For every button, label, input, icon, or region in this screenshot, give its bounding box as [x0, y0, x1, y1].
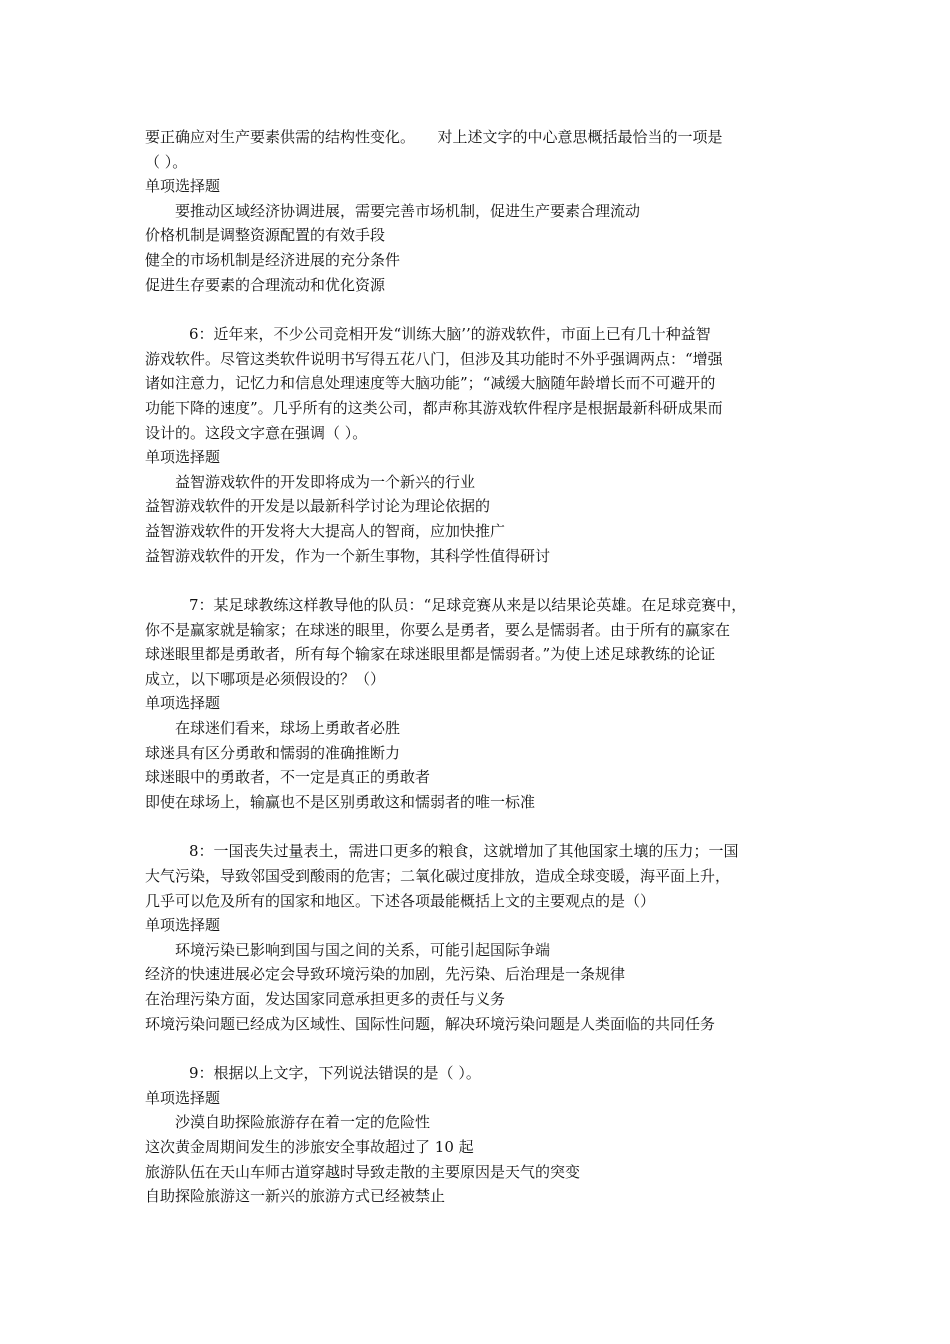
option-b: 经济的快速进展必定会导致环境污染的加剧，先污染、后治理是一条规律 — [145, 965, 626, 984]
question-9 — [145, 1061, 815, 1209]
question-7 — [145, 593, 815, 814]
question-text-line: 你不是赢家就是输家；在球迷的眼里，你要么是勇者，要么是懦弱者。由于所有的赢家在 — [145, 620, 731, 639]
question-type-label: 单项选择题 — [145, 1088, 221, 1107]
question-text-line: 球迷眼里都是勇敢者，所有每个输家在球迷眼里都是懦弱者。”为使上述足球教练的论证 — [145, 645, 716, 664]
question-text-line: 7：某足球教练这样教导他的队员：“足球竞赛从来是以结果论英雄。在足球竞赛中， — [189, 596, 747, 615]
question-8 — [145, 839, 815, 1036]
question-text-line: 游戏软件。尽管这类软件说明书写得五花八门，但涉及其功能时不外乎强调两点：“增强 — [145, 349, 723, 368]
question-text-line: 9：根据以上文字，下列说法错误的是（ ）。 — [189, 1064, 481, 1083]
intro-text-line: 要正确应对生产要素供需的结构性变化。 对上述文字的中心意思概括最恰当的一项是 — [145, 128, 723, 146]
question-text-line: 诸如注意力，记忆力和信息处理速度等大脑功能”；“减缓大脑随年龄增长而不可避开的 — [145, 374, 716, 393]
option-d: 促进生存要素的合理流动和优化资源 — [145, 275, 386, 294]
option-c: 球迷眼中的勇敢者，不一定是真正的勇敢者 — [145, 768, 431, 787]
question-text-line: 大气污染，导致邻国受到酸雨的危害；二氧化碳过度排放，造成全球变暖，海平面上升， — [145, 867, 731, 886]
question-text-line: 设计的。这段文字意在强调（ ）。 — [145, 423, 368, 442]
question-type-label: 单项选择题 — [145, 916, 221, 935]
option-a: 沙漠自助探险旅游存在着一定的危险性 — [175, 1113, 431, 1132]
document-page — [145, 125, 815, 1209]
option-a: 要推动区域经济协调进展，需要完善市场机制，促进生产要素合理流动 — [175, 201, 641, 220]
question-text-line: 8：一国丧失过量表土，需进口更多的粮食，这就增加了其他国家土壤的压力；一国 — [189, 842, 739, 861]
question-text-line: 功能下降的速度”。几乎所有的这类公司，都声称其游戏软件程序是根据最新科研成果而 — [145, 398, 723, 417]
option-b: 价格机制是调整资源配置的有效手段 — [145, 226, 386, 245]
question-text-line: 成立，以下哪项是必须假设的？（） — [145, 669, 386, 688]
option-b: 这次黄金周期间发生的涉旅安全事故超过了 10 起 — [145, 1137, 474, 1156]
question-text-line: 几乎可以危及所有的国家和地区。下述各项最能概括上文的主要观点的是（） — [145, 891, 656, 910]
option-c: 益智游戏软件的开发将大大提高人的智商，应加快推广 — [145, 521, 506, 540]
question-6 — [145, 322, 815, 568]
option-b: 益智游戏软件的开发是以最新科学讨论为理论依据的 — [145, 497, 491, 516]
option-d: 益智游戏软件的开发，作为一个新生事物，其科学性值得研讨 — [145, 546, 551, 565]
question-type-label: 单项选择题 — [145, 694, 221, 713]
intro-block — [145, 125, 815, 297]
option-c: 健全的市场机制是经济进展的充分条件 — [145, 250, 401, 269]
question-text-line: 6：近年来，不少公司竞相开发“训练大脑’’的游戏软件，市面上已有几十种益智 — [189, 325, 711, 344]
question-type-label: 单项选择题 — [145, 177, 221, 196]
option-b: 球迷具有区分勇敢和懦弱的准确推断力 — [145, 743, 401, 762]
option-a: 益智游戏软件的开发即将成为一个新兴的行业 — [175, 472, 476, 491]
option-a: 在球迷们看来，球场上勇敢者必胜 — [175, 719, 401, 738]
option-c: 在治理污染方面，发达国家同意承担更多的责任与义务 — [145, 990, 506, 1008]
intro-text-line: （ ）。 — [145, 152, 188, 171]
option-a: 环境污染已影响到国与国之间的关系，可能引起国际争端 — [175, 940, 551, 959]
option-d: 自助探险旅游这一新兴的旅游方式已经被禁止 — [145, 1187, 446, 1206]
option-c: 旅游队伍在天山车师古道穿越时导致走散的主要原因是天气的突变 — [145, 1162, 581, 1181]
question-type-label: 单项选择题 — [145, 448, 221, 467]
option-d: 环境污染问题已经成为区域性、国际性问题，解决环境污染问题是人类面临的共同任务 — [145, 1014, 716, 1033]
option-d: 即使在球场上，输赢也不是区别勇敢这和懦弱者的唯一标准 — [145, 792, 536, 811]
